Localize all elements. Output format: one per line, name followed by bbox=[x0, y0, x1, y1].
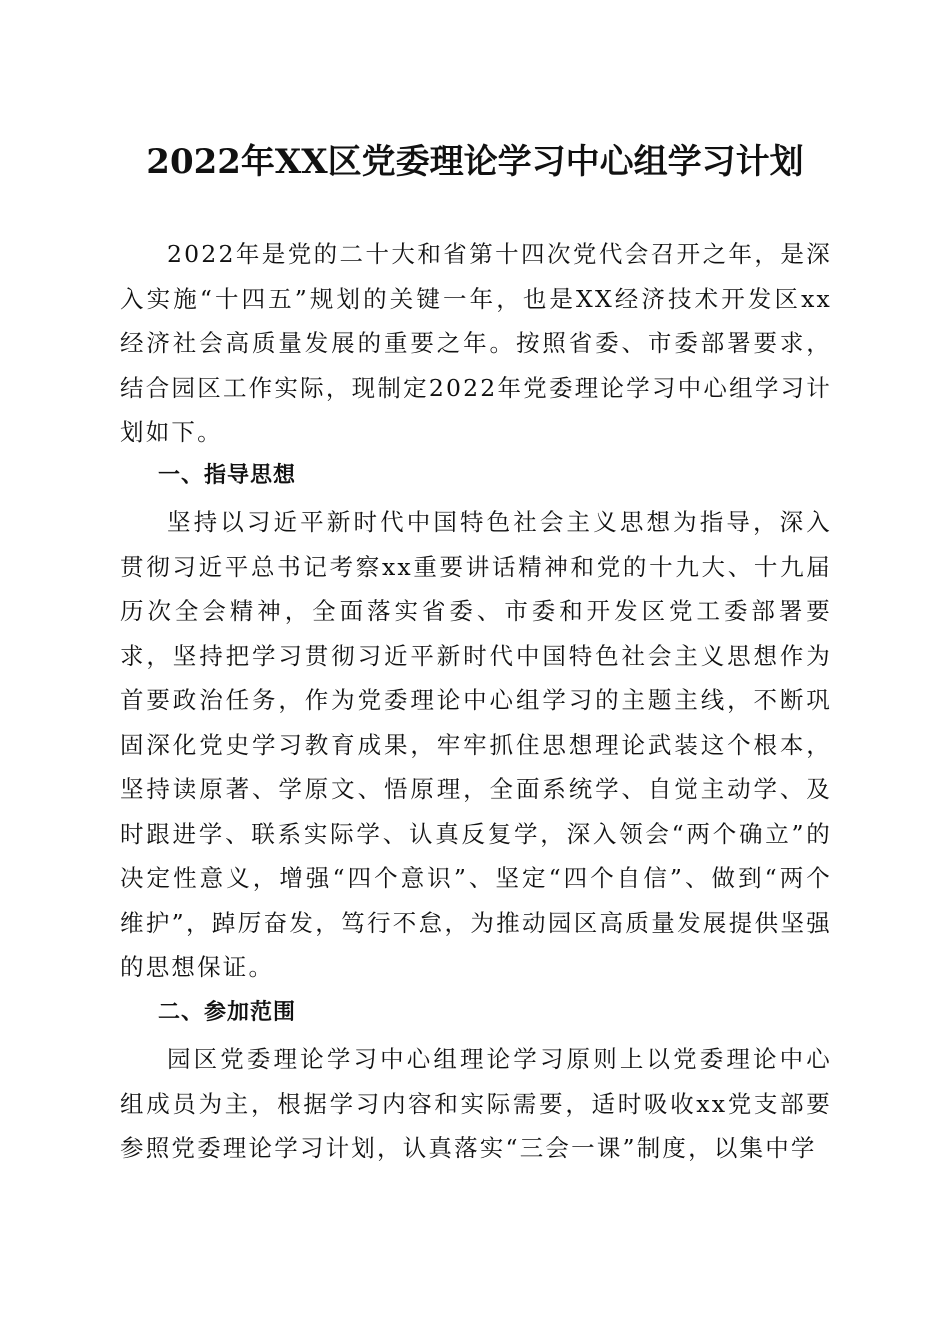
document-title: 2022年XX区党委理论学习中心组学习计划 bbox=[146, 142, 804, 182]
intro-paragraph: 2022年是党的二十大和省第十四次党代会召开之年，是深入实施“十四五”规划的关键一年，也是XX经济技术开发区xx经济社会高质量发展的重要之年。按照省委、市委部署要求，结合园区工作实际，现制定2022年党委理论学习中心组学习计划如下。 bbox=[120, 240, 832, 446]
section-heading-scope: 二、参加范围 bbox=[158, 1000, 297, 1025]
scope-paragraph: 园区党委理论学习中心组理论学习原则上以党委理论中心组成员为主，根据学习内容和实际需要，适时吸收xx党支部要参照党委理论学习计划，认真落实“三会一课”制度，以集中学 bbox=[120, 1045, 832, 1162]
section-heading-guiding-thought: 一、指导思想 bbox=[158, 463, 297, 488]
guiding-thought-paragraph: 坚持以习近平新时代中国特色社会主义思想为指导，深入贯彻习近平总书记考察xx重要讲话精神和党的十九大、十九届历次全会精神，全面落实省委、市委和开发区党工委部署要求，坚持把学习贯彻习近平新时代中国特色社会主义思想作为首要政治任务，作为党委理论中心组学习的主题主线，不断巩固深化党史学习教育成果，牢牢抓住思想理论武装这个根本，坚持读原著、学原文、悟原理，全面系统学、自觉主动学、及时跟进学、联系实际学、认真反复学，深入领会“两个确立”的决定性意义，增强“四个意识”、坚定“四个自信”、做到“两个维护”，踔厉奋发，笃行不怠，为推动园区高质量发展提供坚强的思想保证。 bbox=[120, 508, 832, 981]
